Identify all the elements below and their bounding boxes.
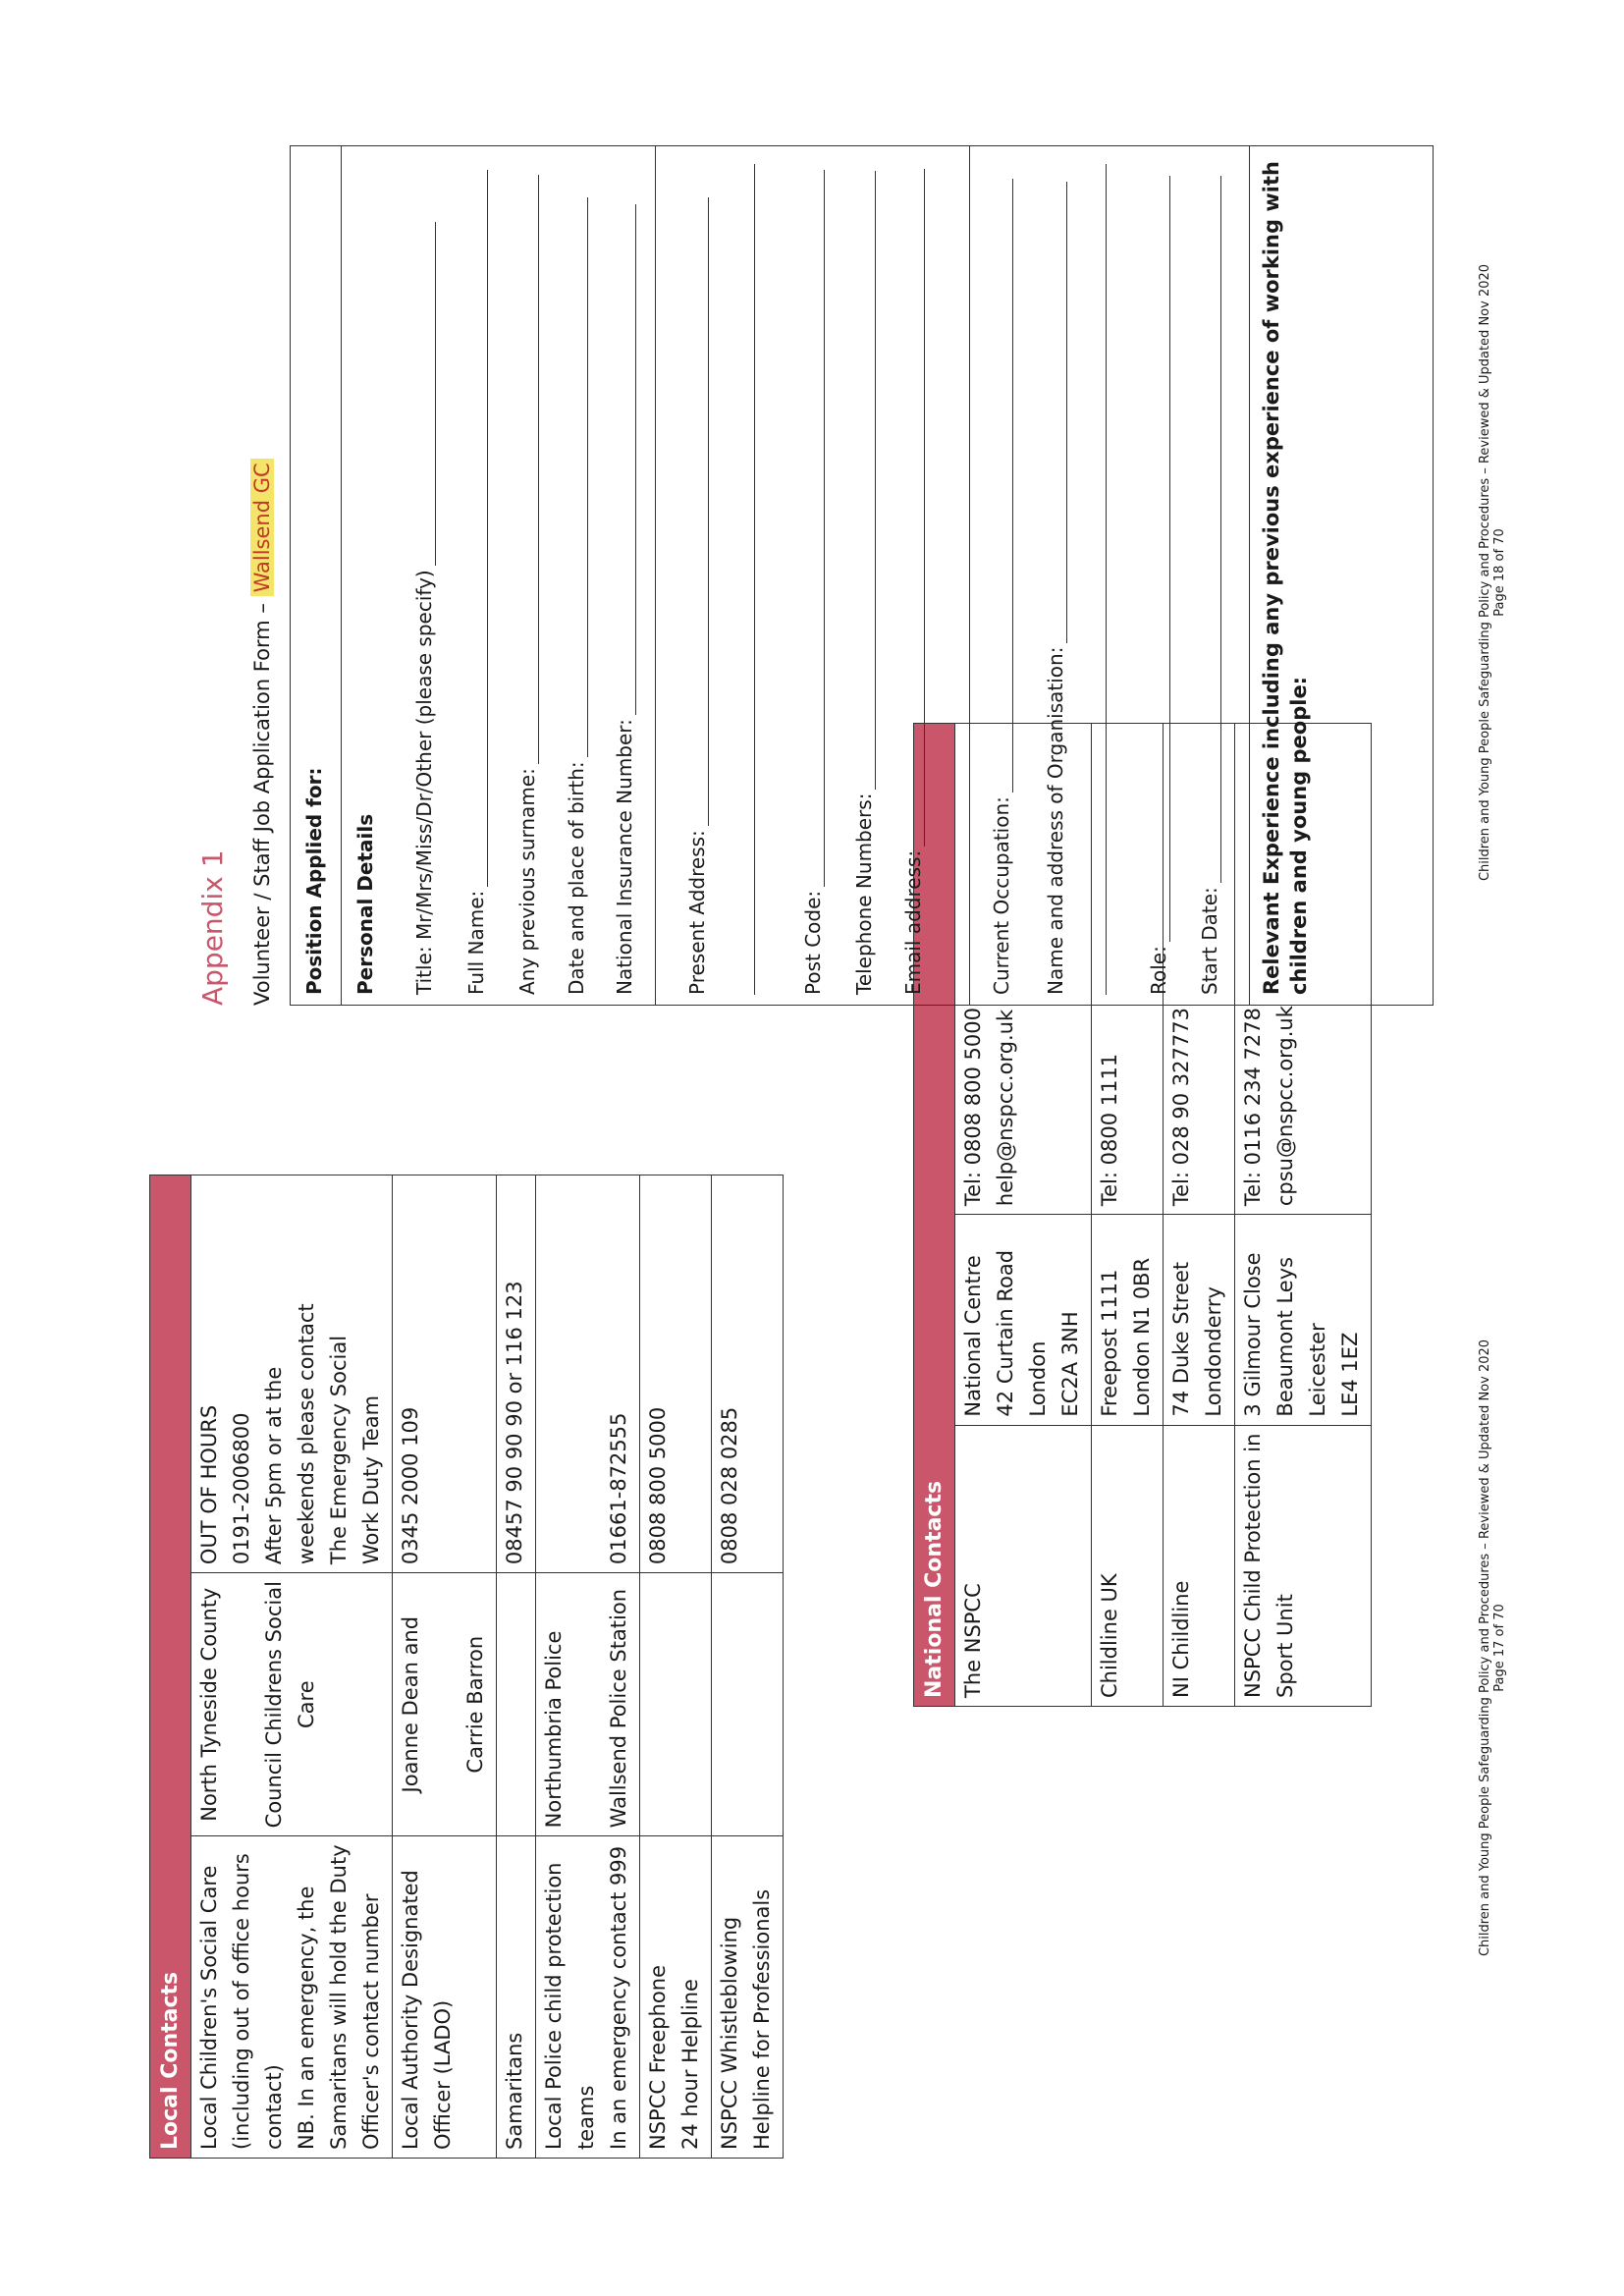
full-name-field[interactable]: [464, 170, 488, 995]
start-date-label: Start Date:: [1198, 887, 1221, 995]
cell-text: Care: [295, 1680, 318, 1729]
ni-number-field[interactable]: [613, 204, 636, 995]
start-date-field[interactable]: [1198, 176, 1221, 995]
email-label: Email address:: [901, 849, 925, 995]
cell-text: 42 Curtain Road: [994, 1249, 1017, 1417]
contact-organisation: [497, 1573, 536, 1836]
cell-text: 0345 2000 109: [399, 1406, 422, 1565]
cell-text: Carrie Barron: [463, 1635, 487, 1774]
cell-text: 0808 028 0285: [718, 1406, 741, 1565]
cell-text: Joanne Dean and: [399, 1615, 422, 1793]
cell-text: contact): [262, 2064, 286, 2150]
contact-description: [497, 1836, 536, 2159]
table-row: [640, 1175, 712, 2159]
page-number: Page 18 of 70: [1492, 528, 1507, 617]
cell-text: Work Duty Team: [359, 1394, 383, 1565]
local-contacts-header: Local Contacts: [150, 1175, 191, 2159]
footer-text: Children and Young People Safeguarding Policy and Procedures – Reviewed & Updated Nov 2020: [1478, 263, 1492, 882]
telephone-line[interactable]: [853, 171, 876, 790]
contact-address: [955, 1215, 1092, 1425]
contact-description: [640, 1836, 712, 2159]
form-title: [250, 459, 274, 1006]
telephone-field[interactable]: [852, 171, 876, 995]
ni-number-line[interactable]: [614, 204, 636, 715]
personal-details-heading: Personal Details: [353, 813, 377, 995]
post-code-line[interactable]: [802, 170, 825, 887]
occupation-line[interactable]: [991, 179, 1013, 793]
cell-text: weekends please contact: [295, 1303, 318, 1565]
cell-text: Samaritans: [503, 2032, 526, 2150]
cell-text: NSPCC Freephone: [646, 1965, 670, 2150]
cell-text: Tel: 0808 800 5000: [961, 1008, 985, 1207]
contact-address: [1164, 1215, 1235, 1425]
appendix-title: Appendix 1: [196, 849, 229, 1006]
personal-details-section: [342, 146, 656, 1005]
role-field[interactable]: [1147, 176, 1170, 995]
table-row: [497, 1175, 536, 2159]
table-row: [712, 1175, 784, 2159]
post-code-label: Post Code:: [801, 890, 825, 995]
role-line[interactable]: [1148, 176, 1170, 942]
contact-organisation: [393, 1573, 497, 1836]
national-contacts-header: National Contacts: [914, 724, 955, 1707]
cell-text: 01661-872555: [607, 1412, 630, 1565]
cell-text: The Emergency Social: [327, 1335, 351, 1565]
contact-organisation: [536, 1573, 640, 1836]
cell-text: Tel: 0116 234 7278: [1241, 1008, 1265, 1207]
cell-text: After 5pm or at the: [262, 1366, 286, 1565]
contact-organisation: [191, 1573, 393, 1836]
organisation-line-2[interactable]: [1106, 164, 1107, 995]
cell-text: cpsu@nspcc.org.uk: [1273, 1006, 1297, 1207]
full-name-line[interactable]: [465, 170, 488, 887]
contact-description: [1092, 1425, 1164, 1706]
contact-description: [1164, 1425, 1235, 1706]
cell-text: help@nspcc.org.uk: [994, 1009, 1017, 1207]
title-line[interactable]: [413, 222, 436, 566]
full-name-label: Full Name:: [464, 890, 488, 995]
cell-text: National Centre: [961, 1255, 985, 1417]
cell-text: 24 hour Helpline: [678, 1979, 702, 2150]
title-field[interactable]: [412, 222, 436, 995]
cell-text: NI Childline: [1169, 1580, 1193, 1698]
occupation-field[interactable]: [990, 179, 1013, 995]
cell-text: Local Authority Designated: [399, 1870, 422, 2150]
email-field[interactable]: [901, 169, 925, 995]
experience-section[interactable]: [1250, 146, 1433, 1005]
cell-text: Helpline for Professionals: [750, 1888, 774, 2150]
cell-text: Officer (LADO): [431, 1999, 455, 2150]
cell-text: Northumbria Police: [542, 1630, 566, 1829]
contact-address: [1092, 1215, 1164, 1425]
ni-number-label: National Insurance Number:: [613, 719, 636, 995]
cell-text: Local Police child protection: [542, 1862, 566, 2150]
dob-line[interactable]: [566, 197, 588, 757]
previous-surname-line[interactable]: [516, 175, 539, 764]
email-line[interactable]: [902, 169, 925, 847]
contact-description: [393, 1836, 497, 2159]
cell-text: 08457 90 90 90 or 116 123: [503, 1281, 526, 1565]
cell-text: 74 Duke Street: [1169, 1261, 1193, 1417]
cell-text: Officer's contact number: [359, 1893, 383, 2150]
cell-text: In an emergency contact 999: [607, 1845, 630, 2150]
cell-text: 0191-2006800: [230, 1412, 253, 1565]
table-row: [191, 1175, 393, 2159]
cell-text: Freepost 1111: [1098, 1269, 1121, 1417]
experience-label: Relevant Experience including any previous experience of working with: [1260, 161, 1283, 995]
cell-text: London: [1026, 1340, 1050, 1417]
cell-text: LE4 1EZ: [1338, 1332, 1362, 1417]
role-label: Role:: [1147, 946, 1170, 995]
cell-text: Beaumont Leys: [1273, 1256, 1297, 1417]
cell-text: NSPCC Child Protection in: [1241, 1433, 1265, 1698]
table-row: [536, 1175, 640, 2159]
dob-field[interactable]: [565, 197, 588, 995]
contact-description: [536, 1836, 640, 2159]
page-17-footer: [1478, 1221, 1507, 2075]
contact-description: [712, 1836, 784, 2159]
local-contacts-header-row: [150, 1175, 191, 2159]
position-section: [291, 146, 342, 1005]
cell-text: Londonderry: [1202, 1286, 1225, 1417]
cell-text: teams: [574, 2085, 598, 2150]
cell-text: EC2A 3NH: [1058, 1311, 1082, 1417]
telephone-label: Telephone Numbers:: [852, 793, 876, 995]
contact-number: [712, 1175, 784, 1573]
form-title-highlight: Wallsend GC: [250, 459, 274, 596]
contact-description: [191, 1836, 393, 2159]
page-18-footer: [1478, 145, 1507, 1000]
cell-text: NSPCC Whistleblowing: [718, 1916, 741, 2150]
cell-text: Wallsend Police Station: [607, 1588, 630, 1829]
cell-text: Tel: 028 90 327773: [1169, 1008, 1193, 1207]
contact-number: [640, 1175, 712, 1573]
contact-number: [536, 1175, 640, 1573]
cell-text: (including out of office hours: [230, 1853, 253, 2150]
contact-number: [393, 1175, 497, 1573]
cell-text: Samaritans will hold the Duty: [327, 1844, 351, 2150]
cell-text: 3 Gilmour Close: [1241, 1252, 1265, 1417]
cell-text: Sport Unit: [1273, 1594, 1297, 1698]
local-contacts-table: [149, 1175, 784, 2159]
occupation-label: Current Occupation:: [990, 796, 1013, 995]
contact-address: [1235, 1215, 1372, 1425]
contact-organisation: [712, 1573, 784, 1836]
address-line-2[interactable]: [754, 164, 755, 995]
position-applied-label: Position Applied for:: [302, 767, 326, 995]
present-address-line[interactable]: [686, 197, 709, 826]
form-title-text: Volunteer / Staff Job Application Form –: [250, 603, 274, 1006]
cell-text: North Tyneside County: [197, 1587, 221, 1822]
cell-text: Leicester: [1306, 1323, 1329, 1417]
contact-organisation: [640, 1573, 712, 1836]
experience-label-2: children and young people:: [1287, 676, 1311, 995]
footer-text: Children and Young People Safeguarding Policy and Procedures – Reviewed & Updated Nov 2020: [1478, 1339, 1492, 1957]
present-address-label: Present Address:: [685, 830, 709, 995]
address-section: [656, 146, 970, 1005]
cell-text: NB. In an emergency, the: [295, 1886, 318, 2150]
cell-text: OUT OF HOURS: [197, 1404, 221, 1565]
organisation-line[interactable]: [1045, 182, 1067, 643]
organisation-field[interactable]: [1044, 182, 1067, 995]
contact-description: [1235, 1425, 1372, 1706]
present-address-field[interactable]: [685, 197, 709, 995]
cell-text: Council Childrens Social: [262, 1581, 286, 1829]
application-form: [290, 145, 1434, 1006]
start-date-line[interactable]: [1199, 176, 1221, 883]
previous-surname-field[interactable]: [515, 175, 539, 995]
contact-number: [497, 1175, 536, 1573]
contact-number: [191, 1175, 393, 1573]
table-row: [393, 1175, 497, 2159]
cell-text: 0808 800 5000: [646, 1406, 670, 1565]
cell-text: Tel: 0800 1111: [1098, 1053, 1121, 1207]
page-number: Page 17 of 70: [1492, 1604, 1507, 1692]
occupation-section: [970, 146, 1250, 1005]
cell-text: Childline UK: [1098, 1573, 1121, 1698]
dob-label: Date and place of birth:: [565, 761, 588, 995]
contact-description: [955, 1425, 1092, 1706]
post-code-field[interactable]: [801, 170, 825, 995]
cell-text: Local Children's Social Care: [197, 1865, 221, 2150]
cell-text: The NSPCC: [961, 1583, 985, 1698]
organisation-label: Name and address of Organisation:: [1044, 646, 1067, 995]
cell-text: London N1 0BR: [1130, 1257, 1154, 1417]
title-label: Title: Mr/Mrs/Miss/Dr/Other (please specify): [412, 570, 436, 995]
previous-surname-label: Any previous surname:: [515, 768, 539, 995]
